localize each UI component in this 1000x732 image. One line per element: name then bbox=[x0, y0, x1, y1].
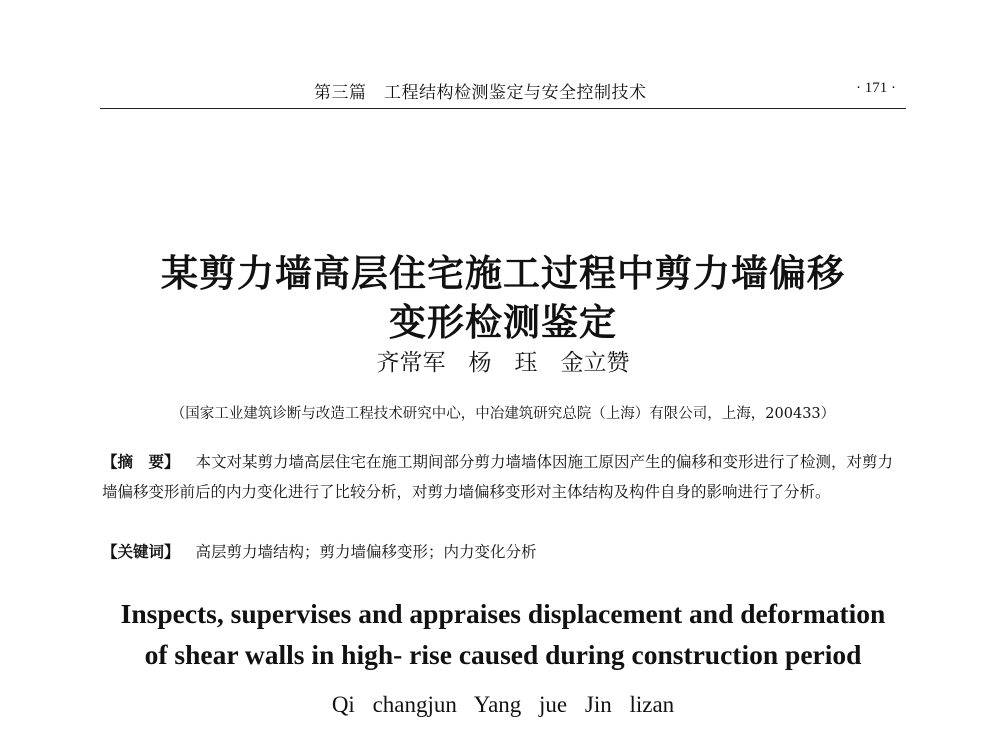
keywords bbox=[102, 537, 908, 567]
title-en-line1: Inspects, supervises and appraises displacement and deformation bbox=[120, 598, 886, 629]
title-cn-line2: 变形检测鉴定 bbox=[389, 301, 617, 344]
abstract-text: 本文对某剪力墙高层住宅在施工期间部分剪力墙墙体因施工原因产生的偏移和变形进行了检测，对剪力墙偏移变形前后的内力变化进行了比较分析，对剪力墙偏移变形对主体结构及构件自身的影响进行了分析。 bbox=[102, 453, 894, 501]
abstract bbox=[102, 447, 908, 507]
title-cn-line1: 某剪力墙高层住宅施工过程中剪力墙偏移 bbox=[161, 252, 845, 295]
page-number: · 171 · bbox=[856, 80, 896, 96]
running-header bbox=[100, 74, 906, 102]
affiliation-cn: （国家工业建筑诊断与改造工程技术研究中心，中冶建筑研究总院（上海）有限公司，上海，200433） bbox=[170, 406, 836, 422]
abstract-label: 【摘 要】 bbox=[102, 453, 180, 471]
keywords-text: 高层剪力墙结构；剪力墙偏移变形；内力变化分析 bbox=[195, 543, 537, 561]
running-title: 第三篇 工程结构检测鉴定与安全控制技术 bbox=[314, 83, 647, 103]
keywords-label: 【关键词】 bbox=[102, 543, 180, 561]
authors-en: Qi changjun Yang jue Jin lizan bbox=[331, 692, 675, 717]
header-rule bbox=[100, 108, 906, 109]
title-en-line2: of shear walls in high- rise caused during construction period bbox=[144, 639, 862, 670]
authors-cn: 齐常军 杨 珏 金立赞 bbox=[376, 350, 630, 376]
